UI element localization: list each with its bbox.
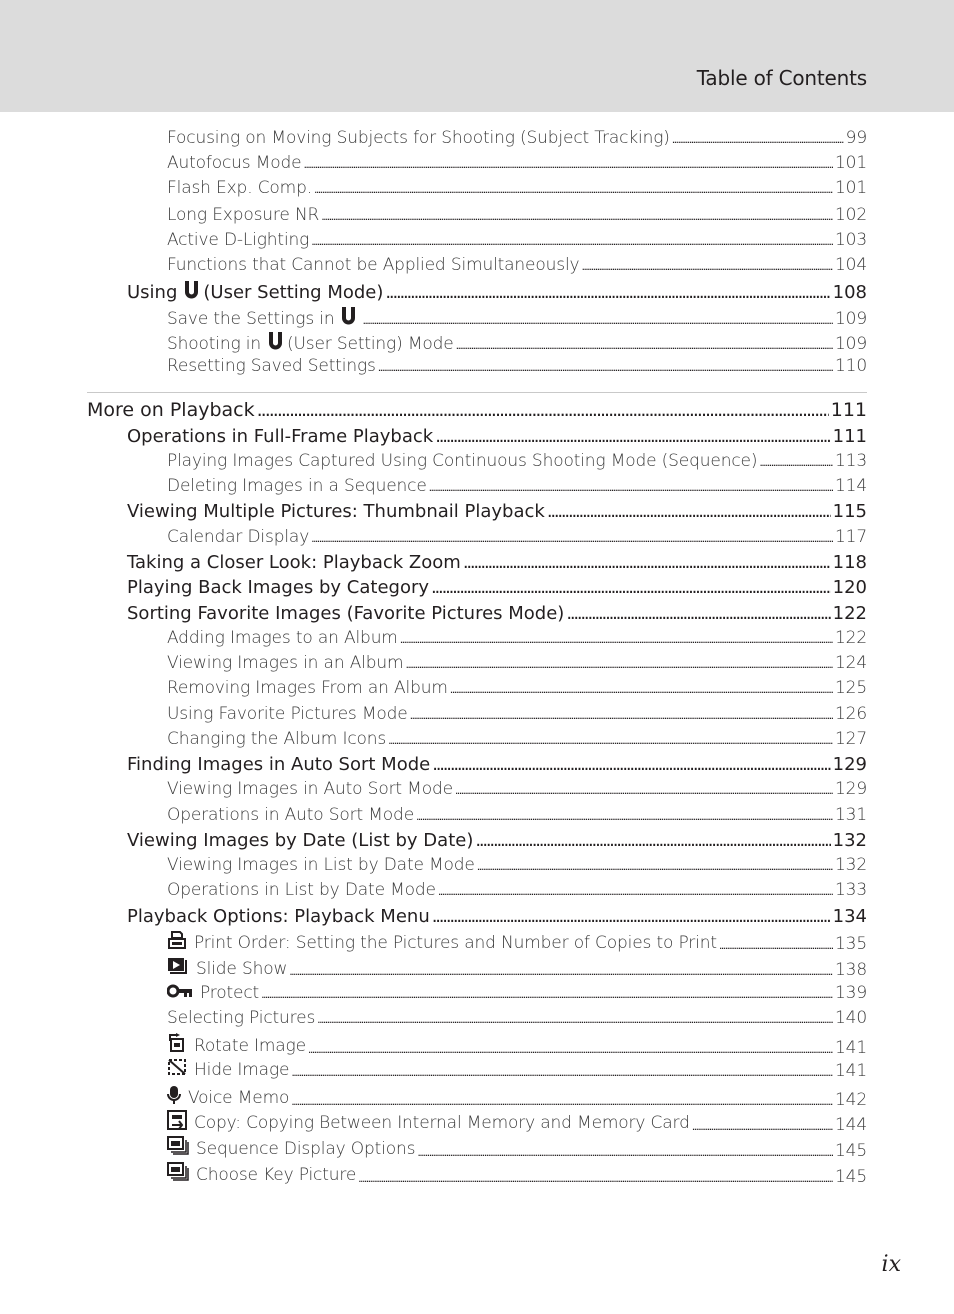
toc-entry-text: Active D-Lighting [167, 230, 310, 250]
toc-entry-title [87, 399, 255, 421]
toc-entry-title [167, 957, 287, 980]
toc-entry-text: Resetting Saved Settings [167, 356, 376, 376]
toc-entry [127, 830, 867, 851]
toc-entry-title [167, 451, 757, 471]
dot-leader [311, 235, 833, 248]
toc-entry [167, 128, 867, 148]
toc-page-number: 132 [835, 855, 867, 875]
toc-entry-title [167, 855, 475, 875]
protect-key-icon [167, 983, 193, 1003]
toc-page-number: 109 [835, 333, 867, 354]
toc-entry-title [167, 704, 408, 724]
dot-leader [362, 314, 833, 327]
dot-leader [378, 361, 833, 374]
toc-entry-text: More on Playback [87, 399, 255, 421]
user-mode-icon [267, 331, 284, 356]
toc-entry-text: Viewing Multiple Pictures: Thumbnail Playback [127, 501, 545, 522]
dot-leader [429, 481, 833, 494]
voice-memo-icon [167, 1085, 181, 1110]
toc-page-number: 140 [835, 1008, 867, 1028]
toc-entry [167, 983, 867, 1003]
toc-entry-title [167, 983, 259, 1003]
toc-entry-title [167, 653, 403, 673]
toc-entry-text: Changing the Album Icons [167, 729, 387, 749]
dot-leader [759, 456, 833, 469]
slide-show-icon [167, 957, 189, 980]
toc-entry [167, 178, 867, 198]
toc-entry [167, 230, 867, 250]
dot-leader [432, 906, 831, 927]
toc-entry-text: Using Favorite Pictures Mode [167, 704, 408, 724]
sequence-icon [167, 1136, 189, 1161]
toc-entry-title [127, 501, 545, 522]
dot-leader [257, 399, 829, 421]
toc-entry-text: Rotate Image [194, 1035, 306, 1056]
toc-entry [167, 1110, 867, 1135]
toc-page-number: 144 [835, 1115, 867, 1135]
toc-entry [167, 678, 867, 698]
toc-entry [167, 1136, 867, 1161]
toc-page-number: 129 [835, 779, 867, 799]
toc-entry-text: Calendar Display [167, 527, 310, 547]
toc-page-number: 145 [835, 1167, 867, 1187]
toc-page-number: 129 [832, 754, 867, 775]
toc-entry-title [167, 779, 453, 799]
toc-entry-title [167, 331, 454, 356]
dot-leader [405, 658, 833, 671]
toc-page-number: 101 [835, 178, 867, 198]
user-mode-icon [340, 306, 357, 331]
toc-entry-text: Autofocus Mode [167, 153, 302, 173]
toc-page-number: 118 [832, 552, 867, 573]
hide-image-icon [167, 1058, 187, 1081]
toc-page-number: 124 [835, 653, 867, 673]
toc-entry [167, 527, 867, 547]
toc-entry-text: Slide Show [196, 958, 288, 979]
dot-leader [719, 939, 833, 952]
toc-entry-prefix: Save the Settings in [167, 308, 335, 329]
toc-entry-text: Deleting Images in a Sequence [167, 476, 427, 496]
toc-entry-title [167, 1136, 415, 1161]
toc-entry-title [167, 153, 301, 173]
toc-entry-title [167, 931, 717, 954]
toc-page-number: 113 [835, 451, 867, 471]
toc-entry [167, 205, 867, 225]
toc-entry-title [167, 1162, 356, 1187]
toc-page-number: 104 [835, 255, 867, 275]
toc-entry [127, 552, 867, 573]
toc-entry [127, 754, 867, 775]
toc-entry-title [167, 205, 319, 225]
toc-entry [167, 653, 867, 673]
toc-entry-text: Removing Images From an Album [167, 678, 448, 698]
dot-leader [317, 1013, 833, 1026]
dot-leader [410, 709, 833, 722]
dot-leader [477, 860, 833, 873]
copy-icon [167, 1110, 187, 1135]
toc-entry-title [127, 426, 433, 447]
toc-entry [167, 957, 867, 980]
toc-entry [127, 426, 867, 447]
toc-entry [167, 255, 867, 275]
toc-entry-text: Finding Images in Auto Sort Mode [127, 754, 431, 775]
toc-entry-text: Operations in List by Date Mode [167, 880, 436, 900]
dot-leader [438, 885, 833, 898]
dot-leader [400, 633, 833, 646]
toc-entry-text: (User Setting) Mode [286, 333, 454, 354]
toc-entry-title [127, 603, 564, 624]
toc-entry [87, 399, 867, 421]
toc-entry [167, 356, 867, 376]
toc-entry-text: Functions that Cannot be Applied Simultaneously [167, 255, 580, 275]
dot-leader [416, 810, 833, 823]
header-title: Table of Contents [696, 66, 867, 90]
toc-entry-text: Protect [200, 983, 260, 1003]
toc-entry-title [167, 178, 312, 198]
dot-leader [321, 210, 833, 223]
toc-page-number: 102 [835, 205, 867, 225]
toc-entry-title [167, 628, 398, 648]
toc-entry-text: Viewing Images in List by Date Mode [167, 855, 475, 875]
toc-entry [167, 476, 867, 496]
dot-leader [456, 339, 833, 352]
toc-entry-text: Print Order: Setting the Pictures and Number of Copies to Print [194, 932, 717, 953]
toc-entry-title [167, 230, 309, 250]
toc-entry [127, 501, 867, 522]
toc-entry-prefix: Using [127, 282, 178, 303]
toc-page-number: 126 [835, 704, 867, 724]
toc-page-number: 110 [835, 356, 867, 376]
toc-page-number: 134 [832, 906, 867, 927]
dot-leader [432, 754, 830, 775]
section-divider [87, 392, 867, 393]
toc-entry [167, 729, 867, 749]
toc-entry-title [167, 1008, 315, 1028]
toc-entry-text: Long Exposure NR [167, 205, 320, 225]
dot-leader [289, 965, 833, 978]
toc-entry [127, 577, 867, 598]
dot-leader [417, 1146, 833, 1159]
toc-entry [127, 603, 867, 624]
toc-page-number: 111 [830, 399, 867, 421]
toc-entry-text: Selecting Pictures [167, 1008, 316, 1028]
toc-page-number: 109 [835, 308, 867, 329]
toc-page-number: 139 [835, 983, 867, 1003]
toc-page-number: 145 [835, 1141, 867, 1161]
dot-leader [308, 1043, 833, 1056]
toc-entry-title [167, 128, 670, 148]
toc-entry-text: Playing Back Images by Category [127, 577, 430, 598]
toc-entry-title [127, 754, 430, 775]
toc-page-number: 141 [835, 1061, 867, 1081]
toc-entry-title [167, 1033, 306, 1058]
toc-page-number: 127 [835, 729, 867, 749]
page-header [0, 0, 954, 112]
toc-page-number: 122 [832, 603, 867, 624]
toc-entry-title [127, 830, 473, 851]
toc-entry [167, 628, 867, 648]
toc-entry-text: (User Setting Mode) [203, 282, 384, 303]
toc-entry-text: Sequence Display Options [196, 1138, 416, 1159]
toc-entry-title [167, 1058, 289, 1081]
dot-leader [475, 830, 830, 851]
dot-leader [463, 552, 831, 573]
toc-page-number: 115 [832, 501, 867, 522]
toc-page-number: 122 [835, 628, 867, 648]
toc-page-number: 117 [835, 527, 867, 547]
toc-entry [167, 779, 867, 799]
toc-entry-title [167, 729, 386, 749]
toc-entry-text: Viewing Images by Date (List by Date) [127, 830, 474, 851]
dot-leader [358, 1172, 833, 1185]
dot-leader [692, 1120, 833, 1133]
toc-page-number: 142 [835, 1090, 867, 1110]
dot-leader [435, 426, 830, 447]
toc-page-number: 108 [832, 282, 867, 303]
toc-entry-text: Choose Key Picture [196, 1164, 357, 1185]
sequence-icon [167, 1162, 189, 1187]
toc-entry [167, 306, 867, 331]
toc-entry [167, 451, 867, 471]
toc-entry-text: Copy: Copying Between Internal Memory and Memory Card [194, 1112, 690, 1133]
toc-entry-title [167, 356, 376, 376]
dot-leader [291, 1095, 833, 1108]
toc-page-number: 114 [835, 476, 867, 496]
toc-page-number: 120 [832, 577, 867, 598]
toc-entry-text: Voice Memo [188, 1087, 290, 1108]
toc-entry-text: Sorting Favorite Images (Favorite Pictures Mode) [127, 603, 565, 624]
toc-entry-title [127, 906, 430, 927]
toc-page-number: 141 [835, 1038, 867, 1058]
user-mode-icon [183, 280, 200, 305]
dot-leader [455, 784, 833, 797]
toc-entry-title [167, 678, 448, 698]
rotate-image-icon [167, 1033, 187, 1058]
toc-entry [167, 880, 867, 900]
toc-entry-text: Flash Exp. Comp. [167, 178, 312, 198]
dot-leader [450, 683, 833, 696]
toc-entry-text: Viewing Images in Auto Sort Mode [167, 779, 453, 799]
toc-entry-text: Hide Image [194, 1059, 290, 1080]
dot-leader [566, 603, 830, 624]
print-order-icon [167, 931, 187, 954]
toc-entry [167, 931, 867, 954]
toc-entry-text: Viewing Images in an Album [167, 653, 404, 673]
toc-entry-text: Operations in Full-Frame Playback [127, 426, 434, 447]
dot-leader [314, 183, 833, 196]
toc-entry-title [167, 805, 414, 825]
toc-entry [167, 331, 867, 356]
toc-entry-text: Playing Images Captured Using Continuous Shooting Mode (Sequence) [167, 451, 758, 471]
toc-entry-text: Focusing on Moving Subjects for Shooting (Subject Tracking) [167, 128, 670, 148]
toc-entry-title [167, 255, 579, 275]
toc-entry-title [167, 476, 427, 496]
dot-leader [431, 577, 831, 598]
toc-entry-title [167, 1110, 690, 1135]
toc-entry [127, 906, 867, 927]
toc-entry [167, 1162, 867, 1187]
page-number: ix [881, 1252, 901, 1277]
toc-entry-title [167, 880, 436, 900]
toc-entry [167, 1058, 867, 1081]
toc-page-number: 135 [835, 934, 867, 954]
dot-leader [547, 501, 831, 522]
toc-page-number: 132 [832, 830, 867, 851]
toc-page-number: 111 [832, 426, 867, 447]
toc-page-number: 125 [835, 678, 867, 698]
dot-leader [385, 282, 830, 303]
dot-leader [388, 734, 833, 747]
toc-entry-title [167, 1085, 289, 1110]
toc-entry-text: Playback Options: Playback Menu [127, 906, 430, 927]
toc-page-number: 99 [845, 128, 867, 148]
toc-entry-text: Operations in Auto Sort Mode [167, 805, 415, 825]
dot-leader [303, 158, 833, 171]
toc-entry [167, 1085, 867, 1110]
toc-entry-title [127, 280, 383, 305]
dot-leader [261, 988, 833, 1001]
toc-entry [167, 805, 867, 825]
dot-leader [581, 260, 833, 273]
toc-page-number: 133 [835, 880, 867, 900]
dot-leader [672, 133, 844, 146]
toc-page-number: 131 [835, 805, 867, 825]
toc-entry [167, 855, 867, 875]
toc-entry-text: Taking a Closer Look: Playback Zoom [127, 552, 461, 573]
dot-leader [311, 532, 833, 545]
toc-page-number: 101 [835, 153, 867, 173]
toc-entry [167, 704, 867, 724]
toc-entry-title [127, 577, 429, 598]
toc-entry-title [167, 527, 309, 547]
toc-entry [167, 1033, 867, 1058]
toc-entry-prefix: Shooting in [167, 333, 261, 354]
toc-page-number: 103 [835, 230, 867, 250]
toc-entry [127, 280, 867, 305]
toc-entry-title [127, 552, 461, 573]
toc-entry [167, 153, 867, 173]
toc-page-number: 138 [835, 960, 867, 980]
dot-leader [291, 1066, 833, 1079]
toc-entry-title [167, 306, 360, 331]
toc-entry [167, 1008, 867, 1028]
toc-entry-text: Adding Images to an Album [167, 628, 398, 648]
